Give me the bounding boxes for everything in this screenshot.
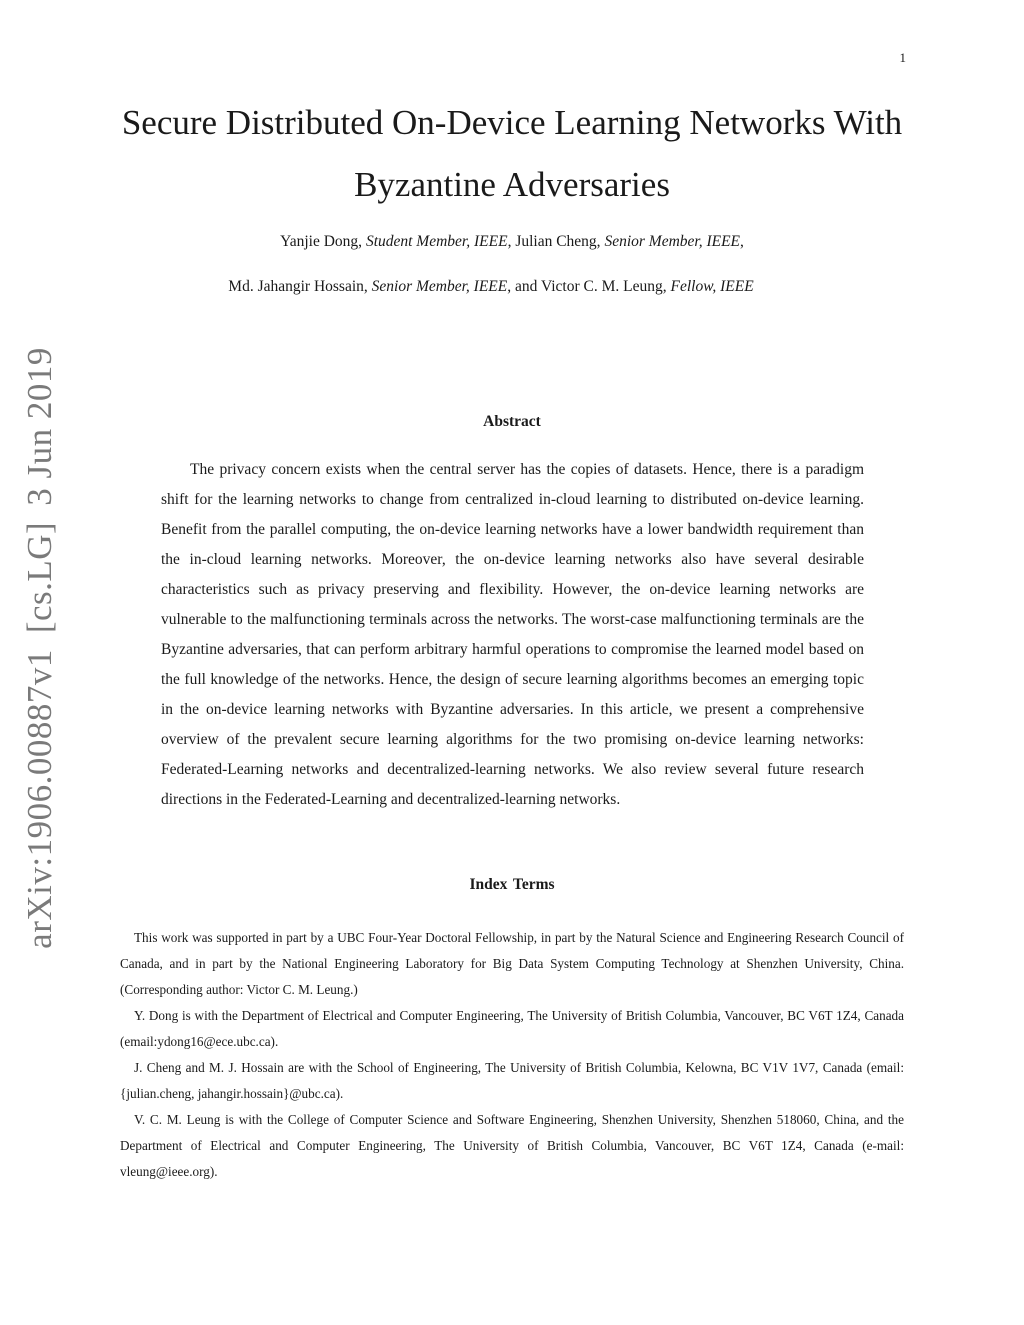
author-name: , and Victor C. M. Leung, [507, 278, 671, 295]
footnote-affiliation: J. Cheng and M. J. Hossain are with the School of Engineering, The University of British Columbia, Kelowna, BC V1V 1V7, Canada (email:{julian.cheng, jahangir.hossain}@ubc.ca). [120, 1060, 904, 1101]
author-affiliation-role: Fellow, IEEE [670, 278, 754, 295]
author-name: Yanjie Dong, [280, 233, 366, 250]
author-affiliation-role: Senior Member, IEEE [604, 233, 741, 250]
author-line-1 [0, 231, 1024, 253]
footnote-funding: This work was supported in part by a UBC Four-Year Doctoral Fellowship, in part by the Natural Science and Engineering Research Council of Canada, and in part by the National Engineering Laboratory for Big Data System Computing Technology at Shenzhen University, China. (Corresponding author: Victor C. M. Leung.) [120, 930, 904, 997]
footnotes [120, 925, 904, 1185]
arxiv-id: arXiv:1906.00887v1 [20, 649, 59, 949]
footnote-affiliation: V. C. M. Leung is with the College of Computer Science and Software Engineering, Shenzhen University, Shenzhen 518060, China, and the Department of Electrical and Computer Engineering, The University of British Columbia, Vancouver, BC V6T 1Z4, Canada (e-mail: vleung@ieee.org). [120, 1112, 904, 1179]
author-name: , Julian Cheng, [507, 233, 605, 250]
author-affiliation-role: Senior Member, IEEE [371, 278, 508, 295]
author-list [0, 231, 1024, 298]
index-terms-heading: Index Terms [469, 876, 555, 893]
author-name: Md. Jahangir Hossain, [228, 278, 372, 295]
arxiv-category: [cs.LG] [20, 521, 59, 634]
author-separator: , [740, 233, 744, 250]
arxiv-stamp[interactable] [20, 347, 60, 949]
title-line-1: Secure Distributed On-Device Learning Networks With [121, 103, 903, 142]
footnote-affiliation: Y. Dong is with the Department of Electrical and Computer Engineering, The University of British Columbia, Vancouver, BC V6T 1Z4, Canada (email:ydong16@ece.ubc.ca). [120, 1008, 904, 1049]
title-line-2: Byzantine Adversaries [354, 165, 670, 204]
abstract-heading: Abstract [483, 413, 541, 430]
author-affiliation-role: Student Member, IEEE [365, 233, 508, 250]
arxiv-date: 3 Jun 2019 [20, 347, 59, 506]
abstract-text: The privacy concern exists when the central server has the copies of datasets. Hence, there is a paradigm shift for the learning networks to change from centralized in-cloud learning to distributed on-device learning. Benefit from the parallel computing, the on-device learning networks have a lower bandwidth requirement than the in-cloud learning networks. Moreover, the on-device learning networks also have several desirable characteristics such as privacy preserving and flexibility. However, the on-device learning networks are vulnerable to the malfunctioning terminals across the networks. The worst-case malfunctioning terminals are the Byzantine adversaries, that can perform arbitrary harmful operations to compromise the learned model based on the full knowledge of the networks. Hence, the design of secure learning algorithms becomes an emerging topic in the on-device learning networks with Byzantine adversaries. In this article, we present a comprehensive overview of the prevalent secure learning algorithms for the two promising on-device learning networks: Federated-Learning networks and decentralized-learning networks. We also review several future research directions in the Federated-Learning and decentralized-learning networks. [161, 461, 864, 808]
author-line-2 [0, 276, 1024, 298]
page-number: 1 [899, 50, 906, 65]
paper-title [0, 92, 1024, 216]
